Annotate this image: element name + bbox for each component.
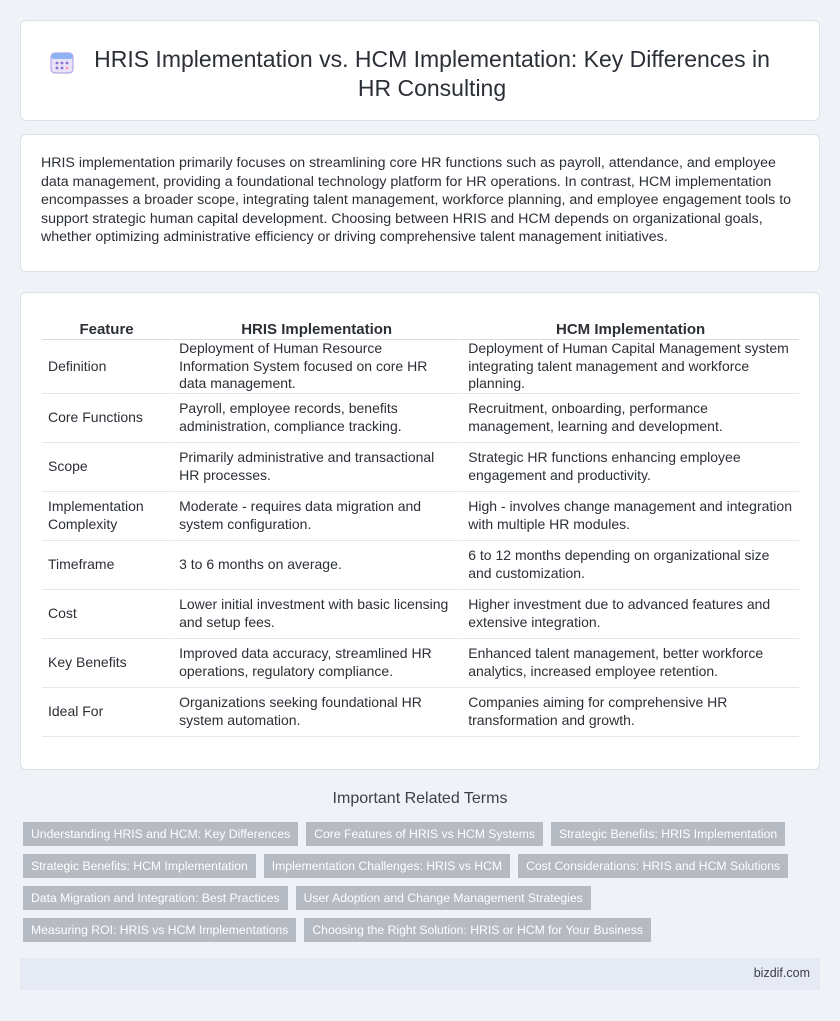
- table-row: [42, 394, 799, 443]
- hcm-cell: Recruitment, onboarding, performance management, learning and development.: [460, 394, 799, 443]
- hris-cell: Lower initial investment with basic licensing and setup fees.: [171, 590, 460, 639]
- related-term-tag[interactable]: Implementation Challenges: HRIS vs HCM: [264, 854, 510, 878]
- table-row: [42, 340, 799, 394]
- comparison-table: [42, 313, 799, 737]
- hcm-cell: 6 to 12 months depending on organizational size and customization.: [460, 541, 799, 590]
- tag-row: [23, 854, 823, 878]
- comparison-table-card: [20, 292, 820, 770]
- hris-cell: Deployment of Human Resource Information System focused on core HR data management.: [171, 340, 460, 394]
- related-term-tag[interactable]: Core Features of HRIS vs HCM Systems: [306, 822, 543, 846]
- related-term-tag[interactable]: Understanding HRIS and HCM: Key Differences: [23, 822, 298, 846]
- feature-cell: Definition: [42, 340, 171, 394]
- table-row: [42, 492, 799, 541]
- table-row: [42, 688, 799, 737]
- hris-cell: 3 to 6 months on average.: [171, 541, 460, 590]
- hcm-cell: Deployment of Human Capital Management system integrating talent management and workforce planning.: [460, 340, 799, 394]
- related-terms-title: Important Related Terms: [332, 790, 508, 807]
- hris-cell: Primarily administrative and transactional HR processes.: [171, 443, 460, 492]
- feature-cell: Cost: [42, 590, 171, 639]
- related-term-tag[interactable]: Choosing the Right Solution: HRIS or HCM for Your Business: [304, 918, 651, 942]
- feature-cell: Ideal For: [42, 688, 171, 737]
- feature-cell: Core Functions: [42, 394, 171, 443]
- calendar-icon: [49, 49, 75, 75]
- hcm-cell: High - involves change management and integration with multiple HR modules.: [460, 492, 799, 541]
- column-header-hris: HRIS Implementation: [171, 313, 460, 340]
- hris-cell: Payroll, employee records, benefits administration, compliance tracking.: [171, 394, 460, 443]
- related-term-tag[interactable]: User Adoption and Change Management Strategies: [296, 886, 591, 910]
- table-header-row: [42, 313, 799, 340]
- hris-cell: Moderate - requires data migration and system configuration.: [171, 492, 460, 541]
- table-row: [42, 590, 799, 639]
- header-card: [20, 20, 820, 121]
- feature-cell: Scope: [42, 443, 171, 492]
- hris-cell: Organizations seeking foundational HR system automation.: [171, 688, 460, 737]
- related-term-tag[interactable]: Cost Considerations: HRIS and HCM Solutions: [518, 854, 788, 878]
- tag-row: [23, 822, 823, 846]
- table-row: [42, 639, 799, 688]
- footer-bar: [20, 958, 820, 990]
- hcm-cell: Enhanced talent management, better workforce analytics, increased employee retention.: [460, 639, 799, 688]
- hcm-cell: Strategic HR functions enhancing employee engagement and productivity.: [460, 443, 799, 492]
- tag-row: [23, 918, 823, 942]
- column-header-hcm: HCM Implementation: [460, 313, 799, 340]
- hcm-cell: Higher investment due to advanced features and extensive integration.: [460, 590, 799, 639]
- feature-cell: Implementation Complexity: [42, 492, 171, 541]
- related-term-tag[interactable]: Data Migration and Integration: Best Practices: [23, 886, 288, 910]
- feature-cell: Key Benefits: [42, 639, 171, 688]
- page-title: HRIS Implementation vs. HCM Implementation: Key Differences in HR Consulting: [94, 46, 770, 101]
- intro-card: [20, 134, 820, 272]
- footer-site-link[interactable]: bizdif.com: [753, 966, 810, 980]
- table-row: [42, 443, 799, 492]
- hris-cell: Improved data accuracy, streamlined HR operations, regulatory compliance.: [171, 639, 460, 688]
- column-header-feature: Feature: [42, 313, 171, 340]
- table-row: [42, 541, 799, 590]
- intro-paragraph: HRIS implementation primarily focuses on streamlining core HR functions such as payroll, attendance, and employee data management, providing a foundational technology platform for HR operations. In contrast, HCM implementation encompasses a broader scope, integrating talent management, workforce planning, and employee engagement tools to support strategic human capital development. Choosing between HRIS and HCM depends on organizational goals, whether optimizing administrative efficiency or driving comprehensive talent management initiatives.: [41, 155, 792, 246]
- hcm-cell: Companies aiming for comprehensive HR transformation and growth.: [460, 688, 799, 737]
- feature-cell: Timeframe: [42, 541, 171, 590]
- related-terms-tags: [23, 822, 823, 950]
- related-term-tag[interactable]: Strategic Benefits: HRIS Implementation: [551, 822, 785, 846]
- tag-row: [23, 886, 823, 910]
- related-term-tag[interactable]: Strategic Benefits: HCM Implementation: [23, 854, 256, 878]
- related-term-tag[interactable]: Measuring ROI: HRIS vs HCM Implementations: [23, 918, 296, 942]
